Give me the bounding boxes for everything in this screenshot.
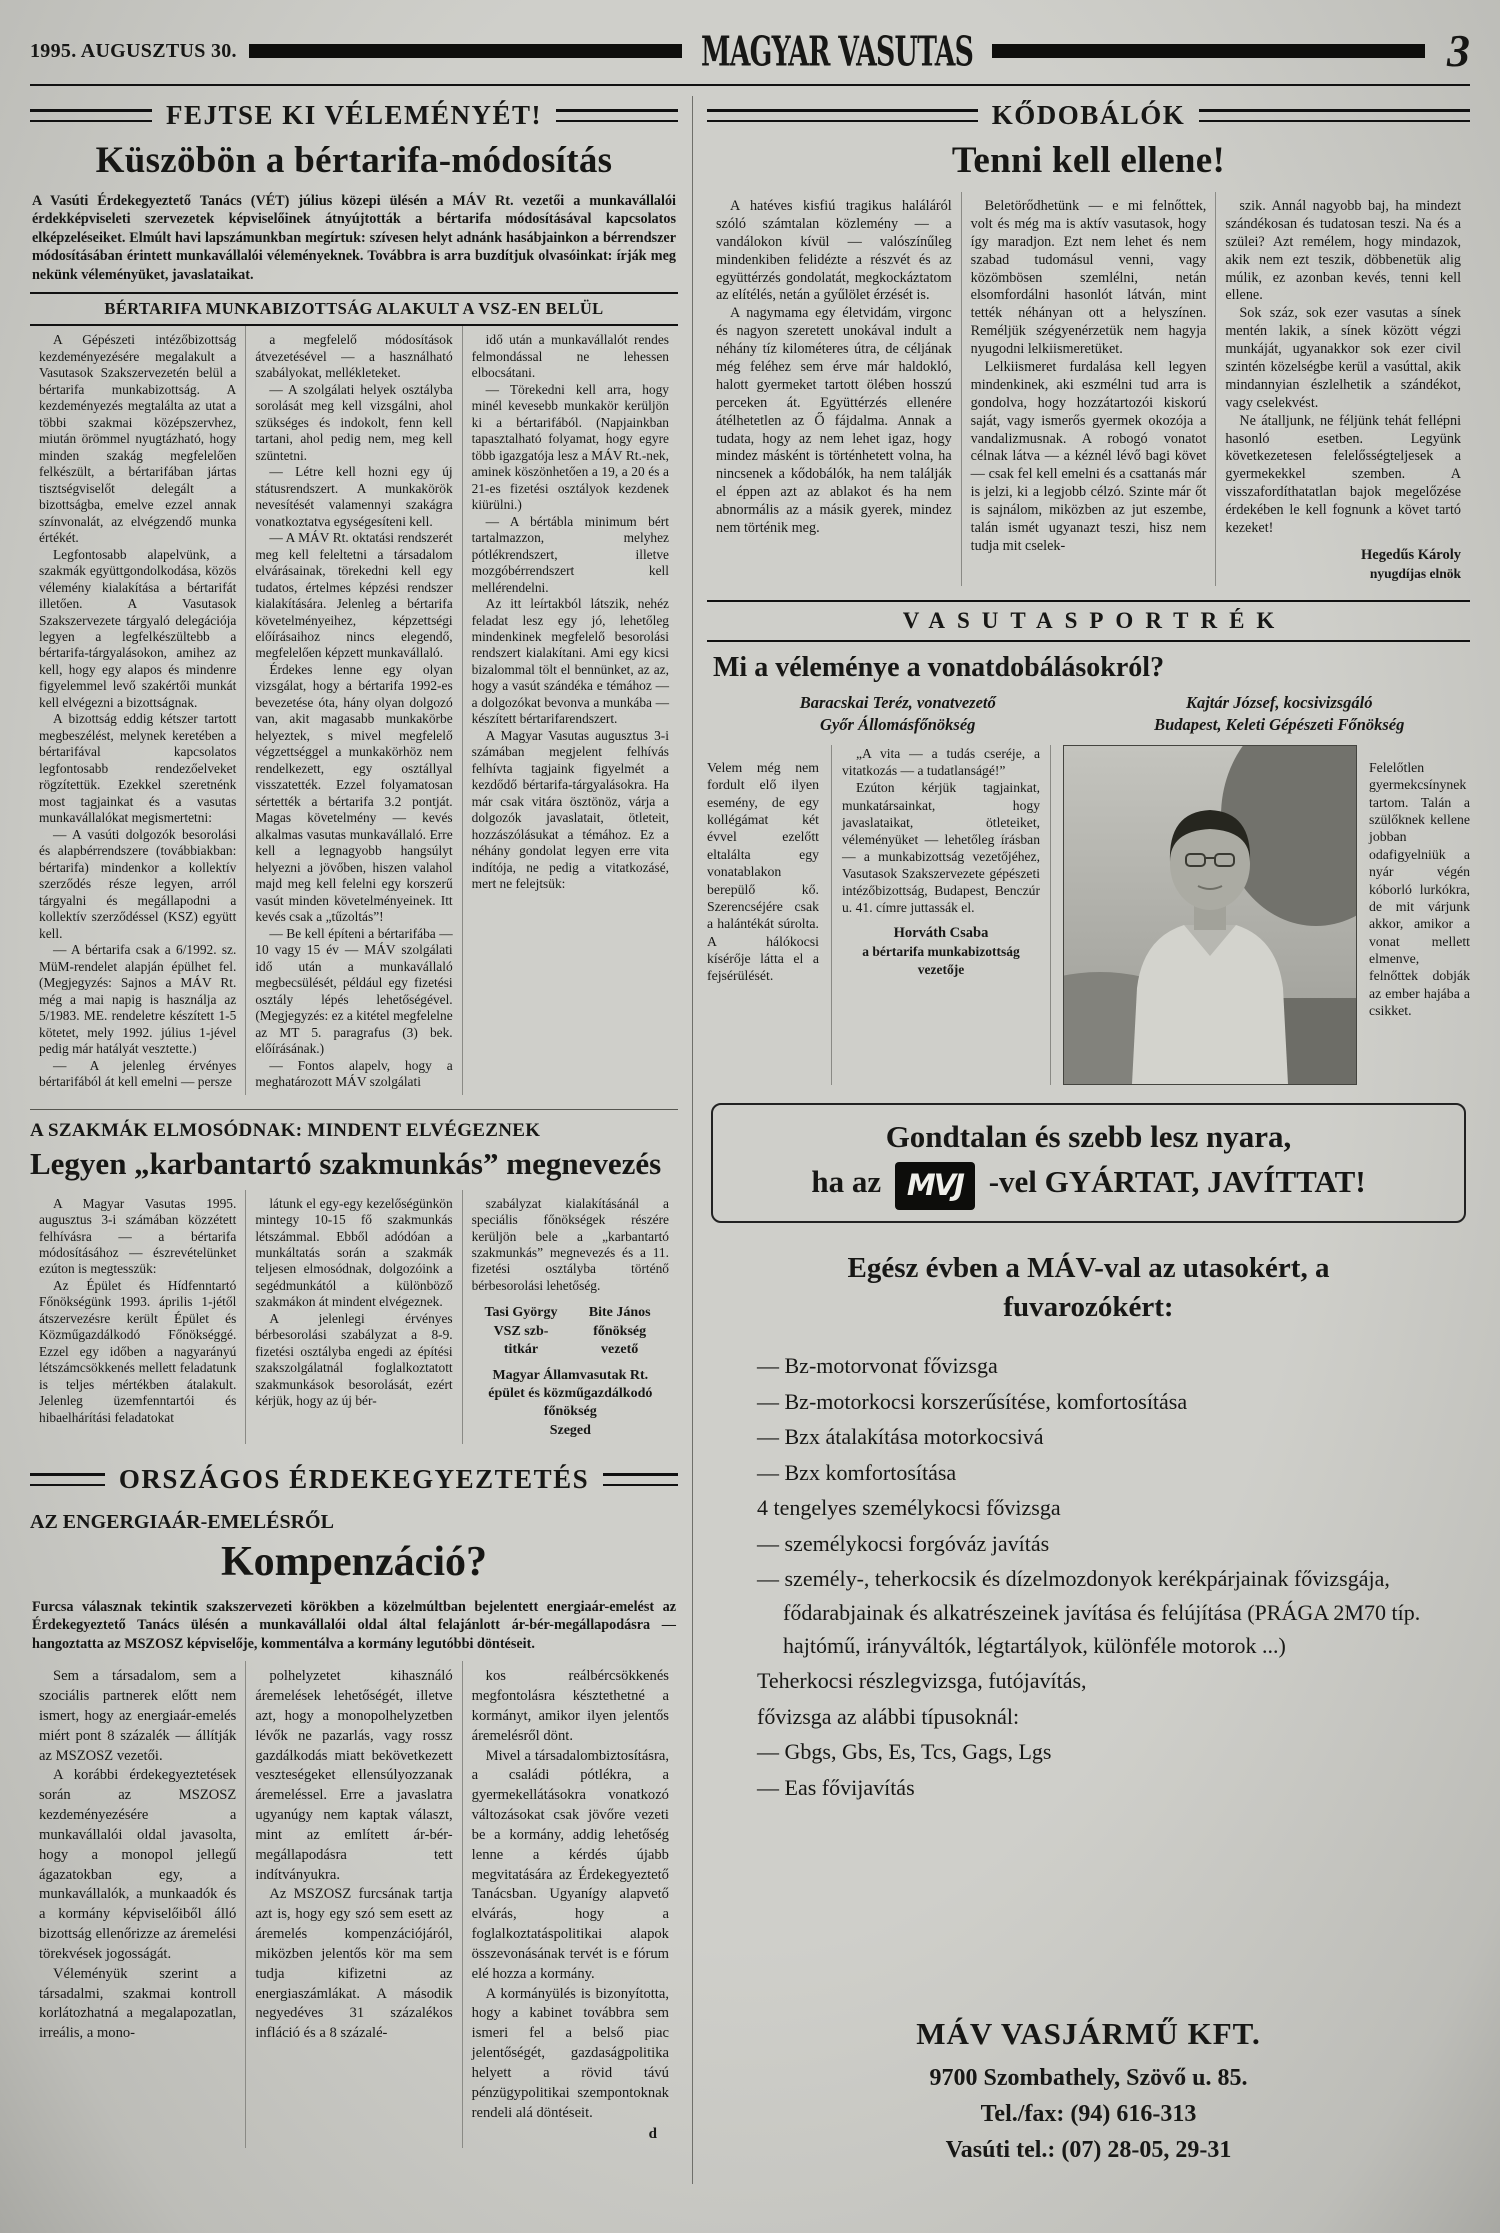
text-block	[716, 198, 952, 538]
paragraph: — A jelenleg érvényes bértarifából át kell emelni — persze	[39, 1057, 237, 1090]
paragraph: kos reálbércsökkenés megfontolásra késztethetné a kormányt, amikor ilyen jelentős áremelésről dönt.	[471, 1668, 669, 1744]
paragraph: A Gépészeti intézőbizottság kezdeményezésére megalakult a Vasutasok Szakszervezetén belül a bértarifa munkabizottság. A kezdeményezés megtalálta az utat a többi szakmai középszervhez, miután örömmel nyugtázható, hogy minden szakág megfelelően felkészült, a bértarifában jártas tisztségviselőt delegált a bizottságba, emelve ezzel annak színvonalát, az elvégzendő munka értékét.	[39, 332, 237, 546]
masthead-row	[30, 26, 1470, 76]
signature-name: Horváth Csaba	[893, 925, 989, 942]
answer-baracskai	[707, 745, 819, 1085]
paragraph: a megfelelő módosítások átvezetésével — a használható szabályokat, mellékleteket.	[255, 332, 453, 381]
szakmak-col-2	[245, 1190, 461, 1444]
text-block	[39, 1196, 236, 1427]
paragraph: polhelyzetet kihasználó áremelések lehetőségét, illetve azt, hogy a monopolhelyzetben lévők ne pazarlás, vagy rossz gazdálkodás miatt bekövetkezett veszteségeket ellensúlyozzanak áremeléssel. Erre a javaslatra ugyanúgy nem kaptak választ, mint az említett ár-bér-megállapodásra tett indítványukra.	[255, 1668, 453, 1883]
kodobalok-col-2	[961, 192, 1216, 586]
bertarifa-columns	[30, 326, 678, 1094]
paragraph: — Bz-motorvonat fővizsga	[757, 1353, 998, 1379]
byline-org: Győr Állomásfőnökség	[820, 714, 976, 734]
paragraph: Velem még nem fordult elő ilyen esemény, de egy kollégámat két évvel ezelőtt eltalálta egy vonatablakon berepülő kő. Szerencséjére csak a halántékát súrolta. A hálókocsi kísérője látta el a fejsérülését.	[707, 759, 819, 984]
portrek-title: VASUTASPORTRÉK	[902, 608, 1287, 634]
double-rule-right	[556, 109, 678, 122]
szakmak-col-3	[462, 1190, 678, 1444]
paragraph: — Fontos alapelv, hogy a meghatározott MÁV szolgálati	[255, 1057, 453, 1090]
bertarifa-col-2	[245, 326, 461, 1094]
paragraph: Mivel a társadalombiztosításra, a családi pótlékra, a gyermekellátásokra vonatkozó változásokat csak jövőre vezeti be a kormány, addig lehetőség lenne a kérdés újabb megvitatására az Érdekegyeztető Tanácsban. Ugyanígy alapvető elvárás, hogy a foglalkoztatáspolitikai alapok összevonásának tervét is e fórum elé hozza a kormány.	[471, 1747, 669, 1982]
ad-banner-suffix: -vel GYÁRTAT, JAVÍTTAT!	[988, 1163, 1366, 1199]
paragraph: főnökség	[593, 1323, 647, 1339]
signature-name: Hegedűs Károly	[1360, 546, 1462, 563]
szakmak-headline: Legyen „karbantartó szakmunkás” megnevezés	[30, 1145, 662, 1181]
ad-subtitle: Egész évben a MÁV-val az utasokért, a fuvarozókért:	[847, 1252, 1330, 1324]
double-rule-right	[1199, 109, 1470, 122]
mvj-logo: MVJ	[895, 1162, 975, 1211]
paragraph: Bite János	[588, 1305, 651, 1321]
masthead-bar-left	[249, 44, 682, 58]
szakmak-kicker: A SZAKMÁK ELMOSÓDNAK: MINDENT ELVÉGEZNEK	[30, 1119, 541, 1141]
kodobalok-col-3	[1215, 192, 1470, 586]
text-block	[472, 1196, 669, 1295]
center-divider-rule	[692, 96, 693, 2184]
paragraph: — személykocsi forgóváz javítás	[757, 1530, 1050, 1556]
company-phone: Tel./fax: (94) 616-313	[980, 2101, 1197, 2127]
text-block	[971, 198, 1207, 556]
signature-role: nyugdíjas elnök	[1369, 565, 1462, 581]
kompenzacio-columns	[30, 1661, 678, 2148]
issue-date: 1995. AUGUSZTUS 30.	[30, 39, 237, 62]
author-mark: d	[648, 2125, 657, 2142]
paragraph: — Létre kell hozni egy új státusrendszert. A munkakörök nevesítését valamennyi szakágra vonatkoztatva egységesíteni kell.	[255, 464, 453, 529]
section-title: ORSZÁGOS ÉRDEKEGYEZTETÉS	[118, 1463, 590, 1494]
page-header	[30, 26, 1470, 86]
paragraph: A jelenlegi érvényes bérbesorolási szabályzat a 8-9. fizetési osztályba engedi az építési szakszolgálatnál foglalkoztatott szakmunkások besorolását, ezért kérjük, hogy az új bér-	[255, 1310, 453, 1409]
paragraph: — személy-, teherkocsik és dízelmozdonyok kerékpárjainak fővizsgája, fődarabjainak és alkatrészeinek javítása és felújítása (PRÁGA 2M70 típ. hajtómű, irányváltók, légtartályok, különféle motorok ...)	[757, 1566, 1421, 1658]
section-vasutasportrek	[707, 600, 1470, 1085]
kompenzacio-col-2	[245, 1661, 461, 2148]
paragraph: — A szolgálati helyek osztályba sorolását meg kell vizsgálni, ahol szükséges és indokolt, fenn kell tartani, ahol pedig nem, meg kell szüntetni.	[255, 381, 453, 463]
ad-mav-vasjarmu	[707, 1103, 1470, 2184]
paragraph: — A MÁV Rt. oktatási rendszerét meg kell feleltetni a társadalom elvárásainak, törekedni kell egy tudatos, értelmes képzési rendszer kialakítására. Jelenleg a bértarifa követelményeihez, képzettségi előírásaihoz nincs elegendő, megfelelően képzett munkavállaló.	[255, 530, 453, 661]
paragraph: 4 tengelyes személykocsi fővizsga	[757, 1495, 1061, 1521]
szakmak-signatures	[472, 1304, 669, 1359]
paragraph: Legfontosabb alapelvünk, a szakmák együttgondolkodása, közös vélemény kialakítása a bértarifát illetően. A Vasutasok Szakszervezete tárgyaló delegációja legyen a legfelkészültebb a bértarifa-tárgyalásokon, amihez az kell, hogy egy alapos és mindenre figyelemmel levő szakértői munkát kell elvégezni a bizottságnak.	[39, 546, 237, 710]
portrek-question: Mi a véleménye a vonatdobálásokról?	[713, 652, 1165, 684]
szakmak-columns	[30, 1190, 678, 1444]
text-block	[842, 745, 1040, 916]
company-address: 9700 Szombathely, Szövő u. 85.	[929, 2065, 1248, 2091]
kompenzacio-headline: Kompenzáció?	[221, 1538, 487, 1585]
paragraph: főnökség	[543, 1404, 597, 1420]
portrait-photo	[1063, 745, 1357, 1085]
signature-organization	[472, 1367, 669, 1440]
company-name: MÁV VASJÁRMŰ KFT.	[916, 2016, 1261, 2051]
paragraph: Sok száz, sok ezer vasutas a sínek mentén lakik, a sínek között végzi munkáját, ugyanakkor sok ezer civil szintén közelségbe kerül a vasúttal, akik mindannyian észlelhetik a szándékot, vagy cselekvést.	[1225, 305, 1462, 411]
section-title: KŐDOBÁLÓK	[991, 100, 1186, 130]
article-kodobalok	[707, 96, 1470, 586]
signature-role: a bértarifa munkabizottság vezetője	[862, 944, 1020, 977]
kompenzacio-kicker: AZ ENGERGIAÁR-EMELÉSRŐL	[30, 1510, 334, 1533]
company-rail-phone: Vasúti tel.: (07) 28-05, 29-31	[945, 2137, 1232, 2163]
masthead-title: MAGYAR VASUTAS	[700, 26, 974, 76]
paragraph: — Be kell építeni a bértarifába — 10 vagy 15 év — MÁV szolgálati idő után a munkavállaló megbecsülését, például egy fizetési osztály lépés lehetőségével. (Megjegyzés: ez a kitétel megfelelne az MT 5. paragrafus (3) bek. előírásának.)	[255, 925, 453, 1057]
kompenzacio-col-1	[30, 1661, 245, 2148]
paragraph: A Magyar Vasutas 1995. augusztus 3-i számában közzétett felhívásra — a bértarifa módosításához — észrevételünket ezúton is megtesszük:	[39, 1195, 237, 1277]
paragraph: idő után a munkavállalót rendes felmondással ne lehessen elbocsátani.	[471, 332, 669, 381]
paragraph: vezető	[601, 1341, 639, 1357]
paragraph: Véleményük szerint a társadalmi, szakmai kontroll korlátozhatná a megalapozatlan, irreális, a mono-	[39, 1965, 237, 2042]
paragraph: — Törekedni kell arra, hogy minél kevesebb munkakör kerüljön ki a bértarifából. (Napjainkban tapasztalható folyamat, hogy egyre több igazgatója lesz a MÁV Rt.-nek, aminek köszönhetően a 19, a 20 és a 21-es fizetési osztályok kezdenek kiürülni.)	[471, 381, 669, 513]
text-block	[472, 1667, 669, 2123]
double-rule-right	[603, 1473, 678, 1486]
text-block	[255, 1196, 452, 1410]
right-column-area	[707, 96, 1470, 2184]
paragraph: Érdekes lenne egy olyan vizsgálat, hogy a bértarifa 1992-es bevezetése óta, hány olyan dolgozó van, akit magasabb munkakörbe helyeztek, s mivel megfelelő végzettséggel a munkakörhöz nem rendelkezett, egy osztállyal visszatették. Ezzel folyamatosan sértették a bértarifa 3.2 pontját. Magas követelmény — kevés alkalmas vasutas munkavállaló. Erre kell a legnagyobb hangsúlyt helyezni a jövőben, hiszen valahol majd meg kell felelni egy korszerű vasút minden követelményeinek. Itt kevés csak a „tűzoltás”!	[255, 661, 453, 925]
paragraph: Az itt leírtakból látszik, nehéz feladat lesz egy jó, lehetőleg mindenkinek megfelelő besorolási rendszert kialakítani. Ami egy kicsi bizalommal tölt el bennünket, az az, hogy a vasút szándéka e témához — a dolgozókat bevonva a munkába — készített bértarifarendszert.	[471, 596, 669, 727]
paragraph: Felelőtlen gyermekcsínynek tartom. Talán a szülőknek kellene jobban odafigyelniük a nyár végén kóborló lurkókra, de mit várjunk akkor, amikor a vonat mellett elmenve, felnőttek dobják az ember hajába a csikket.	[1369, 759, 1470, 1019]
signature-horvath	[842, 924, 1040, 978]
ad-banner-prefix: ha az	[811, 1163, 882, 1199]
paragraph: — A bértábla minimum bért tartalmazzon, melyhez pótlékrendszert, illetve mozgóbérrendszert kell mellérendelni.	[471, 513, 669, 595]
page-content	[30, 96, 1470, 2184]
double-rule-left	[707, 109, 978, 122]
portrek-bylines	[707, 692, 1470, 735]
article-szakmak	[30, 1109, 678, 1444]
paragraph: Ezúton kérjük tagjainkat, munkatársainkat, hogy javaslataikat, ötleteiket, véleményüket — lehetőleg írásban — a munkabizottság vezetőjéhez, Vasutasok Szakszervezete gépészeti intézőbizottság, Budapest, Benczúr u. 41. címre juttassák el.	[842, 780, 1040, 916]
bertarifa-lead: A Vasúti Érdekegyeztető Tanács (VÉT) július közepi ülésén a MÁV Rt. vezetői a munkavállalói érdekképviseleti szervezetek képviselőinek átnyújtották a bértarifa módosításával kapcsolatos elképzeléseiket. Elmúlt havi lapszámunkban megírtuk: szívesen helyt adnánk hasábjainkon a bérrendszer módosításában érintett munkavállalói véleményeknek. Továbbra is arra buzdítjuk olvasóinkat: írják meg nekünk véleményüket, javaslataikat.	[32, 193, 676, 283]
section-header-kodobalok	[707, 100, 1470, 131]
paragraph: — Gbgs, Gbs, Es, Tcs, Gags, Lgs	[757, 1739, 1052, 1765]
signature-hegedus	[1225, 546, 1461, 582]
paragraph: Az Épület és Hídfenntartó Főnökségünk 1993. április 1-jétől átszervezésre került Épület és Közműgazdálkodó Főnökséggé. Ezzel egy időben a nagyarányú létszámcsökkenés mellett feladatunk is teljes mértékben átalakult. Jelenleg üzemfenntartói és hibaelhárítási feladatokat	[39, 1277, 237, 1425]
paragraph: — Eas fővijavítás	[757, 1774, 915, 1800]
paragraph: titkár	[503, 1341, 539, 1357]
paragraph: Magyar Államvasutak Rt.	[492, 1368, 649, 1384]
bertarifa-continuation-column	[831, 745, 1051, 1085]
text-block	[1225, 198, 1461, 538]
text-block	[39, 1667, 236, 2044]
ad-banner	[711, 1103, 1466, 1223]
header-rule	[30, 84, 1470, 86]
paragraph: Teherkocsi részlegvizsga, futójavítás,	[757, 1668, 1087, 1694]
article-bertarifa	[30, 96, 678, 1095]
szakmak-col-1	[30, 1190, 245, 1444]
paragraph: A nagymama egy életvidám, virgonc és nagyon szeretett unokával indult a néhány tíz kilométeres útra, de céljának még feléhez sem érve már haldokló, halott gyermeket tartott ölében hosszú perceken át. Együttérzés ellenére átélhetetlen az Ő fájdalma. Annak a tudata, hogy az nem lehet igaz, hogy mindez másként is történhetett volna, ha nincsenek a kődobálók, ha nem találják el éppen azt az ablakot és ha nem abnormális az a másik gyerek, mindez nem történik meg.	[716, 305, 952, 537]
kompenzacio-col-3	[462, 1661, 678, 2148]
paragraph: — A bértarifa csak a 6/1992. sz. MüM-rendelet alapján épülhet fel. (Megjegyzés: Sajnos a MÁV Rt. még a mai napig is használja az 5/1983. ME. rendeletre készített 1-5 kötetet, mely 1992. július 1-jével pedig már hatályát vesztette.)	[39, 942, 237, 1057]
paragraph: szik. Annál nagyobb baj, ha mindezt szándékosan és tudatosan teszi. Na és a szülei? Azt remélem, hogy mindazok, akik nem ezt teszik, döbbenetük alig múlik, ez azonban kevés, tenni kell ellene.	[1225, 198, 1462, 304]
paragraph: látunk el egy-egy kezelőségünkön mintegy 10-15 fő szakmunkás létszámmal. Ebből adódóan a munkáltatás során a szakmák teljesen elmosódnak, dolgozóink a segédmunkától a különböző szakmákon át mindent elvégeznek.	[255, 1195, 453, 1310]
paragraph: A hatéves kisfiú tragikus haláláról szóló számtalan közlemény — a vandálokon kívül — valószínűleg mindenkiben felidézte a részvét és az együttérzés gondolatát, megkockáztatom az elítélés, netán a gyűlölet érzését is.	[716, 198, 952, 304]
paragraph: Ne átalljunk, ne féljünk tehát fellépni hasonló esetben. Legyünk következetesen felelősségteljesek a gyermekekkel szemben. A visszafordíthatatlan bajok megelőzése érdekében le kell fognunk a követ tartó kezeket!	[1225, 412, 1462, 537]
paragraph: Az MSZOSZ furcsának tartja azt is, hogy egy szó sem esett az áremelés kompenzációjáról, miközben jelentős kör ma sem tudja kifizetni az energiaszámlákat. A második negyedéves 31 százalékos infláció és a 8 százalé-	[255, 1886, 453, 2042]
paragraph: A korábbi érdekegyeztetések során az MSZOSZ kezdeményezésére a munkavállalói oldal javasolta, hogy a monopol jellegű ágazatokban egy, a munkavállalók, a munkaadók és a kormány képviselőiből álló bizottság ellenőrizze az áremelési törekvések jogosságát.	[39, 1767, 237, 1962]
byline-name: Baracskai Teréz, vonatvezető	[799, 693, 996, 713]
portrait-photo-image	[1064, 746, 1356, 1084]
paragraph: A bizottság eddig kétszer tartott megbeszélést, melynek keretében a bértarifával kapcsolatos legfontosabb rendezőelveket rögzítettük. Ezekkel szeretnénk most tagjainkat és a vasutas munkavállalókat megismertetni:	[39, 711, 237, 826]
ad-banner-line1: Gondtalan és szebb lesz nyara,	[885, 1119, 1292, 1155]
masthead-bar-right	[992, 44, 1425, 58]
byline-baracskai	[707, 692, 1089, 735]
paragraph: „A vita — a tudás cseréje, a vitatkozás — a tudatlanságé!”	[842, 746, 1040, 779]
paragraph: A kormányülés is bizonyította, hogy a kabinet továbbra sem ismeri fel a belső piac jelentőségét, gazdaságpolitika helyett a rövid távú pénzügypolitikai szempontoknak rendeli alá döntéseit.	[471, 1985, 669, 2121]
paragraph: fővizsga az alábbi típusoknál:	[757, 1703, 1020, 1729]
kompenzacio-lead: Furcsa válasznak tekintik szakszervezeti körökben a közelmúltban bejelentett energiaár-emelést az Érdekegyeztető Tanács ülésén a munkavállalói oldal által felajánlott ár-bér-megállapodásra — hangoztatta az MSZOSZ képviselője, kommentálva a kormány legutóbbi döntéseit.	[32, 1598, 676, 1652]
text-block	[255, 332, 452, 1090]
paragraph: — A vasúti dolgozók besorolási és alapbérrendszere (továbbiakban: bértarifa) mindenkor a kollektív szerződés része legyen, arról tárgyalni és megállapodni a kollektív szerződéssel (KSZ) együtt kell.	[39, 826, 237, 941]
page-number: 3	[1447, 25, 1471, 76]
text-block	[472, 332, 669, 892]
bertarifa-col-3	[462, 326, 678, 1094]
byline-org: Budapest, Keleti Gépészeti Főnökség	[1154, 714, 1405, 734]
paragraph: — Bzx átalakítása motorkocsivá	[757, 1424, 1044, 1450]
paragraph: épület és közműgazdálkodó	[488, 1386, 653, 1402]
double-rule-left	[30, 1473, 105, 1486]
byline-name: Kajtár József, kocsivizsgáló	[1185, 693, 1373, 713]
kodobalok-headline: Tenni kell ellene!	[951, 140, 1226, 181]
paragraph: Tasi György	[484, 1305, 558, 1321]
signature-tasi	[472, 1304, 571, 1359]
rule-line	[707, 640, 1470, 642]
bertarifa-headline: Küszöbön a bértarifa-módosítás	[95, 140, 613, 181]
kodobalok-columns	[707, 192, 1470, 586]
article-kompenzacio	[30, 1460, 678, 2184]
bertarifa-subhead: BÉRTARIFA MUNKABIZOTTSÁG ALAKULT A VSZ-EN BELÜL	[30, 292, 678, 326]
ad-company-block	[711, 2016, 1466, 2184]
section-header-orszagos	[30, 1464, 678, 1495]
paragraph: Sem a társadalom, sem a szociális partnerek előtt nem ismert, hogy az energiaár-emelés miért pont 8 százalék — állítják az MSZOSZ vezetői.	[39, 1668, 237, 1764]
portrek-body	[707, 745, 1470, 1085]
paragraph: A Magyar Vasutas augusztus 3-i számában megjelent felhívás felhívta tagjaink figyelmét a kezdődő bértarifa-tárgyalásokra. Ha már csak vitára ösztönöz, várja a dolgozók javaslatait, ötleteit, hozzászólásukat a témához. Ez a néhány gondolat legyen erre vita indítója, ne pedig a vitatkozásé, mert ne felejtsük:	[471, 727, 669, 892]
left-column-area	[30, 96, 678, 2184]
ad-banner-line2	[729, 1159, 1448, 1208]
kodobalok-col-1	[707, 192, 961, 586]
paragraph: szabályzat kialakításánál a speciális főnökségek részére kerüljön bele a „karbantartó szakmunkás” megnevezés és a 11. fizetési osztályba történő bérbesorolási lehetőség.	[471, 1195, 669, 1293]
double-rule-left	[30, 109, 152, 122]
ad-service-list	[757, 1349, 1458, 1806]
answer-kajtar	[1369, 745, 1470, 1085]
paragraph: VSZ szb-	[493, 1323, 549, 1339]
paragraph: — Bz-motorkocsi korszerűsítése, komfortosítása	[757, 1388, 1188, 1414]
bertarifa-col-1	[30, 326, 245, 1094]
paragraph: Szeged	[549, 1422, 591, 1438]
text-block	[255, 1667, 452, 2044]
text-block	[39, 332, 236, 1090]
signature-bite	[570, 1304, 669, 1359]
section-title: FEJTSE KI VÉLEMÉNYÉT!	[165, 100, 543, 130]
paragraph: Beletörődhetünk — e mi felnőttek, volt és még ma is aktív vasutasok, hogy így maradjon. Ezt nem lehet és nem szabad tudomásul venni, vagy közömbösen szemlélni, netán elsomfordálni hasonlót látván, mint tették néhányan ott a helyszínen. Reméljük szégyenérzetük nem hagyja nyugodni lelkiismeretüket.	[970, 198, 1207, 358]
paragraph: Lelkiismeret furdalása kell legyen mindenkinek, aki eszmélni tud arra is gondolva, hogy hozzátartozói kiskorú saját, vagy ismerős gyermek okozója a vandalizmusnak. A robogó vonatot célnak látva — a kéznél lévő bagi követ — csak fel kell emelni és a csattanás már is jelzi, ki a legjobb célzó. Szinte már őt is sajnálom, miközben az jut eszembe, talán ismét ugyanazt teszi, hisz nem tudja mit cselek-	[970, 359, 1207, 554]
section-header-fejtse	[30, 100, 678, 131]
paragraph: — Bzx komfortosítása	[757, 1459, 957, 1485]
byline-kajtar	[1089, 692, 1471, 735]
